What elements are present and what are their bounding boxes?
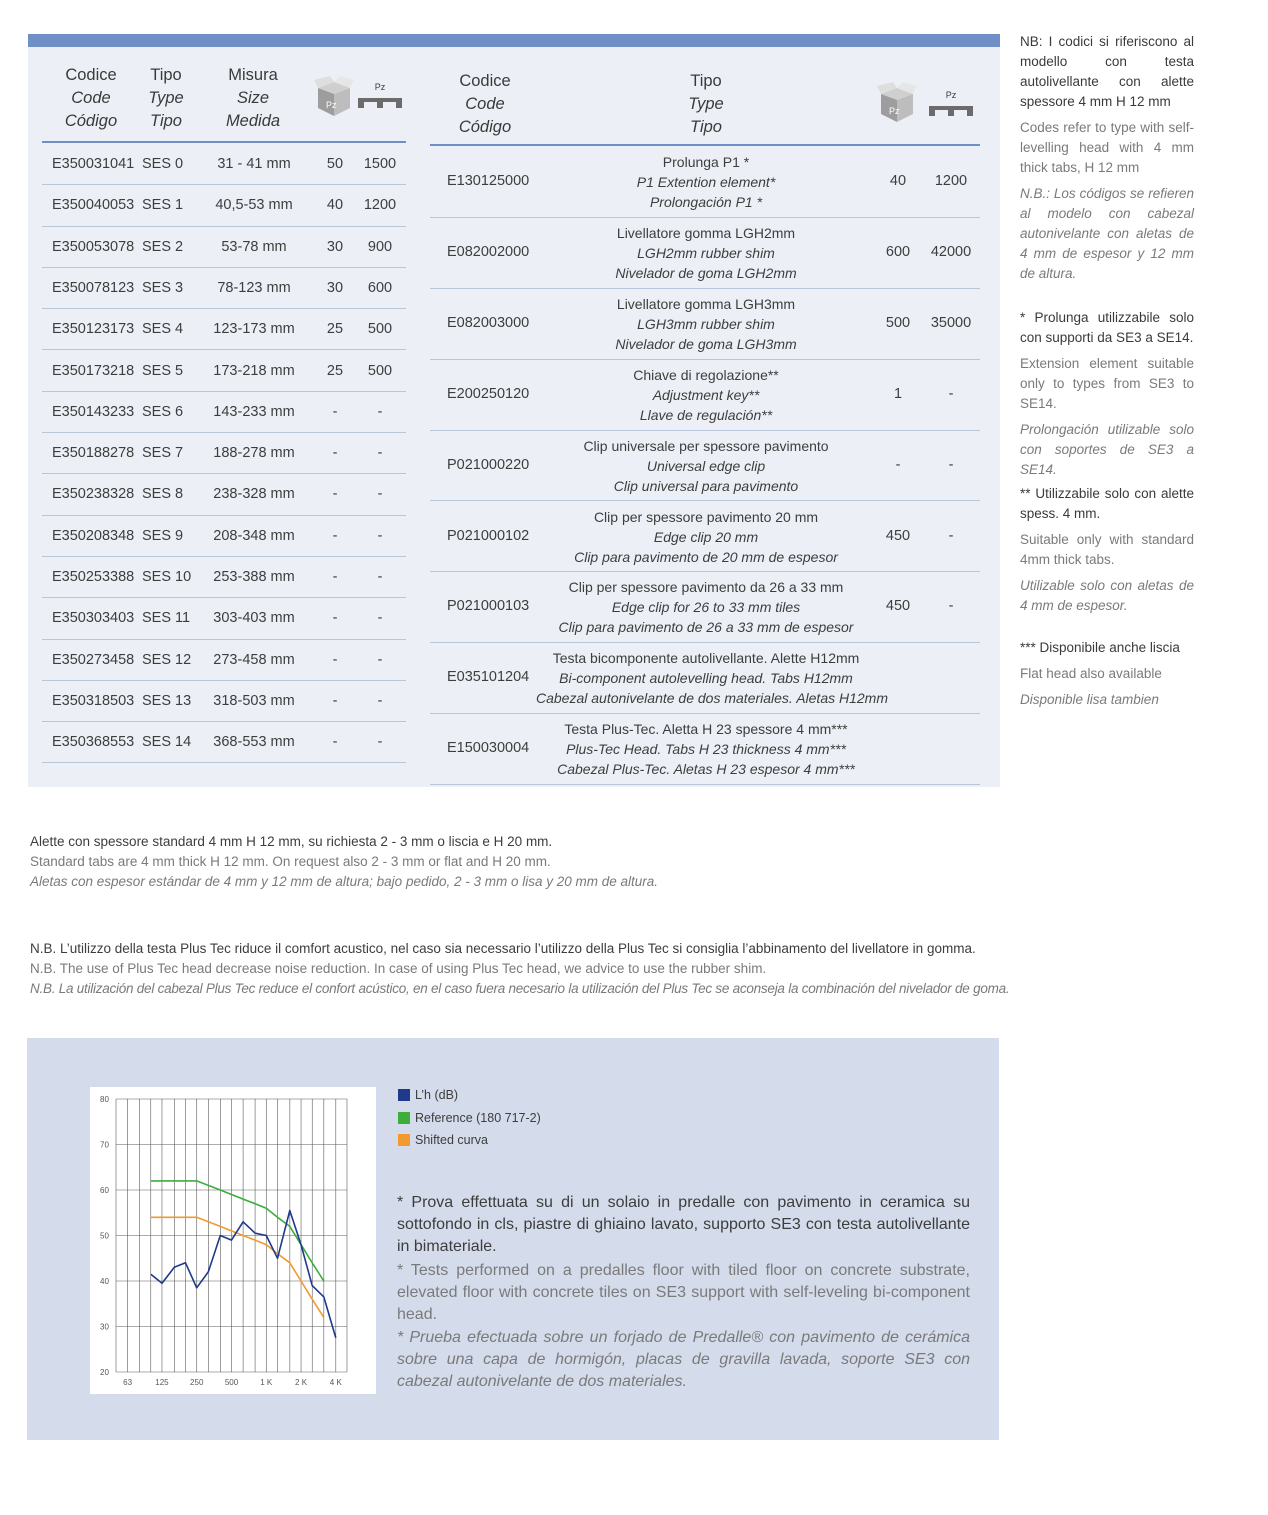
cell-box: - [332, 610, 338, 627]
cell-box: 450 [885, 527, 911, 544]
cell-size: 253-388 mm [213, 569, 295, 585]
description-it: Clip universale per spessore pavimento [583, 437, 829, 454]
cell-pallet: - [948, 385, 954, 402]
description-en: LGH2mm rubber shim [637, 244, 775, 261]
cell-code: E082002000 [447, 243, 530, 260]
cell-type: SES 3 [142, 279, 184, 296]
side-note-extension: * Prolunga utilizzabile solo con supporti da SE3 a SE14. Extension element suitable only to types from SE3 to SE14. Prolongación utilizable solo con soportes de SE3 a SE14. [1020, 310, 1194, 477]
description-es: Nivelador de goma LGH3mm [615, 335, 797, 352]
description-it: Testa bicomponente autolivellante. Alette H12mm [552, 650, 860, 667]
cell-pallet: - [948, 598, 954, 615]
cell-type: SES 5 [142, 362, 184, 379]
pallet-icon: Pz [929, 90, 973, 118]
test-description-it: * Prova effettuata su di un solaio in predalle con pavimento in ceramica su sottofondo in cls, piastre di ghiaino lavato, supporto SE3 con testa autolivellante in bimateriale. [397, 1194, 970, 1255]
cell-code: E150030004 [447, 740, 530, 757]
cell-code: E350040053 [52, 197, 135, 214]
table-row [430, 218, 980, 289]
cell-pallet: - [377, 692, 383, 709]
cell-code: P021000220 [447, 456, 530, 473]
cell-code: E350078123 [52, 279, 135, 296]
cell-code: E350208348 [52, 527, 135, 544]
cell-size: 53-78 mm [221, 238, 287, 255]
table-row [42, 557, 406, 598]
cell-pallet: - [948, 527, 954, 544]
description-it: Testa Plus-Tec. Aletta H 23 spessore 4 mm*** [564, 721, 848, 738]
table2-header-rule [430, 144, 980, 146]
cell-pallet: - [377, 610, 383, 627]
legend-label: L’h (dB) [415, 1088, 459, 1102]
box-icon [312, 74, 356, 118]
table1-header-size: Misura Size Medida [225, 66, 281, 130]
cell-description [536, 648, 889, 708]
cell-description [536, 294, 876, 354]
description-es: Clip universal para pavimento [613, 477, 799, 494]
cell-box: - [332, 486, 338, 503]
x-tick-label: 4 K [329, 1378, 342, 1387]
cell-box: - [332, 445, 338, 462]
cell-description [536, 719, 876, 779]
y-tick-label: 40 [100, 1277, 109, 1286]
cell-code: E350253388 [52, 569, 135, 585]
cell-pallet: 42000 [930, 243, 972, 260]
tabs-note: Alette con spessore standard 4 mm H 12 mm, su richiesta 2 - 3 mm o liscia e H 20 mm. Standard tabs are 4 mm thick H 12 mm. On request also 2 - 3 mm or flat and H 20 mm. Aletas con espesor estándar de 4 mm y 12 mm de altura; bajo pedido, 2 - 3 mm o lisa y 20 mm de altura. [30, 834, 659, 889]
cell-size: 40,5-53 mm [215, 197, 293, 214]
cell-code: E130125000 [447, 173, 530, 189]
cell-box: - [332, 651, 338, 668]
y-tick-label: 70 [100, 1140, 109, 1150]
cell-description [536, 507, 876, 567]
description-it: Clip per spessore pavimento da 26 a 33 mm [568, 579, 844, 596]
table-row [430, 147, 980, 218]
table-row [42, 640, 406, 681]
description-es: Cabezal autonivelante de dos materiales. Aletas H12mm [536, 690, 889, 707]
cell-size: 173-218 mm [213, 362, 295, 379]
cell-size: 143-233 mm [213, 403, 295, 420]
table-row [42, 598, 406, 639]
table1-header-rule [42, 141, 406, 143]
cell-box: - [895, 456, 901, 473]
acoustic-chart [90, 1087, 376, 1394]
cell-code: E350123173 [52, 321, 135, 338]
cell-pallet: 900 [367, 238, 393, 255]
cell-pallet: 1200 [363, 197, 397, 214]
cell-box: 25 [326, 362, 344, 379]
cell-pallet: - [377, 651, 383, 668]
cell-type: SES 6 [142, 403, 184, 420]
table-row [42, 227, 406, 268]
cell-code: P021000102 [447, 527, 530, 544]
cell-type: SES 12 [142, 651, 192, 668]
x-tick-label: 63 [123, 1378, 133, 1387]
cell-type: SES 1 [142, 197, 184, 214]
description-en: Edge clip 20 mm [653, 528, 759, 545]
cell-code: E350368553 [52, 734, 135, 751]
side-note-codes: NB: I codici si riferiscono al modello con testa autolivellante con alette spessore 4 mm H 12 mm Codes refer to type with self-levelling head with 4 mm thick tabs, H 12 mm N.B.: Los códigos se refieren al modelo con cabezal autonivelante con aletas de 4 mm de espesor y 12 mm de altura. [1020, 34, 1194, 281]
cell-type: SES 14 [142, 734, 192, 751]
cell-size: 303-403 mm [213, 610, 295, 627]
cell-size: 208-348 mm [213, 527, 295, 544]
table-row [42, 681, 406, 722]
cell-pallet: 600 [367, 279, 393, 296]
cell-box: - [332, 403, 338, 420]
table-row [42, 185, 406, 226]
legend-swatch [398, 1089, 410, 1101]
description-it: Livellatore gomma LGH3mm [616, 295, 796, 312]
legend-label: Reference (180 717-2) [415, 1111, 541, 1125]
cell-type: SES 10 [142, 569, 192, 585]
y-tick-label: 20 [100, 1368, 109, 1377]
cell-box: 1 [893, 385, 903, 402]
description-en: Adjustment key** [652, 386, 760, 403]
cell-pallet: - [948, 456, 954, 473]
x-tick-label: 125 [155, 1378, 169, 1387]
cell-box: 40 [326, 197, 344, 214]
cell-type: SES 8 [142, 486, 184, 503]
plustec-note: N.B. L’utilizzo della testa Plus Tec riduce il comfort acustico, nel caso sia necessario l’utilizzo della Plus Tec si consiglia l’abbinamento del livellatore in gomma. N.B. The use of Plus Tec head decrease noise reduction. In case of using Plus Tec head, we advice to use the rubber shim. N.B. La utilización del cabezal Plus Tec reduce el confort acústico, en el caso fuera necesario la utilización del Plus Tec se aconseja la combinación del nivelador de goma. [30, 941, 1010, 996]
table1-header-type: Tipo Type Tipo [148, 66, 184, 130]
pallet-icon: Pz [358, 82, 402, 110]
x-tick-label: 500 [224, 1378, 239, 1387]
x-tick-label: 2 K [295, 1378, 308, 1387]
description-it: Clip per spessore pavimento 20 mm [593, 508, 819, 525]
description-en: Edge clip for 26 to 33 mm tiles [611, 599, 801, 616]
cell-box: 30 [326, 238, 344, 255]
cell-code: E350031041 [52, 156, 135, 172]
cell-code: E350053078 [52, 238, 135, 255]
table-row [42, 392, 406, 433]
description-es: Prolongación P1 * [649, 194, 763, 210]
cell-code: E200250120 [447, 385, 530, 402]
cell-pallet: - [377, 569, 383, 585]
box-icon [875, 80, 919, 124]
cell-code: E350273458 [52, 651, 135, 668]
description-it: Livellatore gomma LGH2mm [616, 224, 796, 241]
legend-label: Shifted curva [415, 1133, 488, 1147]
table-row [430, 572, 980, 643]
table-row [430, 643, 980, 714]
cell-code: E350188278 [52, 445, 135, 462]
cell-code: E350303403 [52, 610, 135, 627]
cell-code: P021000103 [447, 598, 530, 615]
svg-text:Pz: Pz [326, 100, 337, 110]
cell-type: SES 7 [142, 445, 184, 462]
side-note-tabs: ** Utilizzabile solo con alette spess. 4 mm. Suitable only with standard 4mm thick tabs. Utilizable solo con aletas de 4 mm de espesor. [1020, 486, 1194, 613]
table-row [42, 351, 406, 392]
description-es: Nivelador de goma LGH2mm [615, 264, 797, 281]
description-en: Universal edge clip [646, 457, 766, 474]
cell-type: SES 13 [142, 692, 192, 709]
cell-size: 368-553 mm [213, 734, 295, 751]
table-row [42, 474, 406, 515]
y-tick-label: 30 [100, 1322, 109, 1332]
table-row [430, 431, 980, 502]
description-es: Clip para pavimento de 26 a 33 mm de espesor [558, 619, 854, 636]
cell-box: 40 [889, 173, 907, 189]
cell-box: - [332, 569, 338, 585]
table-row [42, 433, 406, 474]
cell-pallet: 35000 [930, 314, 972, 331]
cell-pallet: - [377, 527, 383, 544]
cell-size: 238-328 mm [213, 486, 295, 503]
description-en: Plus-Tec Head. Tabs H 23 thickness 4 mm*** [566, 741, 846, 758]
cell-size: 188-278 mm [213, 445, 295, 462]
cell-type: SES 9 [142, 527, 184, 544]
table-row [430, 714, 980, 785]
table2-header-type: Tipo Type Tipo [688, 72, 724, 136]
table-row [42, 268, 406, 309]
cell-pallet: - [377, 734, 383, 751]
cell-pallet: 500 [367, 321, 393, 338]
table-row [430, 360, 980, 431]
description-it: Chiave di regolazione** [633, 366, 779, 383]
description-es: Cabezal Plus-Tec. Aletas H 23 espesor 4 mm*** [557, 761, 855, 778]
cell-description [536, 577, 876, 637]
cell-type: SES 11 [142, 610, 191, 627]
x-tick-label: 250 [190, 1378, 204, 1387]
svg-text:Pz: Pz [889, 106, 900, 116]
cell-box: 600 [885, 243, 911, 260]
cell-code: E350318503 [52, 692, 135, 709]
table1-header-code: Codice Code Código [64, 66, 118, 130]
cell-size: 78-123 mm [217, 279, 291, 296]
test-description-en: * Tests performed on a predalles floor with tiled floor on concrete substrate, elevated floor with concrete tiles on SE3 support with self-leveling bi-component head. [397, 1262, 970, 1323]
cell-box: 50 [326, 156, 344, 172]
cell-type: SES 0 [142, 156, 184, 172]
chart-box [90, 1087, 376, 1394]
table-row [42, 309, 406, 350]
table-row [42, 722, 406, 763]
cell-pallet: - [377, 445, 383, 462]
table2-header-code: Codice Code Código [458, 72, 512, 136]
description-es: Llave de regulación** [639, 406, 773, 423]
cell-type: SES 2 [142, 238, 184, 255]
cell-size: 31 - 41 mm [217, 156, 291, 172]
cell-code: E082003000 [447, 314, 530, 331]
cell-box: 500 [885, 314, 911, 331]
cell-pallet: - [377, 403, 383, 420]
cell-code: E035101204 [447, 669, 530, 686]
table-row [42, 516, 406, 557]
cell-box: - [332, 692, 338, 709]
cell-type: SES 4 [142, 321, 184, 338]
y-tick-label: 50 [100, 1231, 109, 1241]
table-row [42, 144, 406, 185]
cell-code: E350238328 [52, 486, 135, 503]
test-description-es: * Prueba efectuada sobre un forjado de Predalle® con pavimento de cerámica sobre una capa de hormigón, placas de gravilla lavada, soporte SE3 con cabezal autonivelante de dos materiales. [397, 1329, 970, 1390]
table-row [430, 289, 980, 360]
legend-swatch [398, 1134, 410, 1146]
cell-description [536, 436, 876, 496]
cell-pallet: - [377, 486, 383, 503]
description-en: P1 Extention element* [636, 174, 776, 190]
y-tick-label: 80 [100, 1095, 109, 1104]
cell-description [536, 365, 876, 425]
cell-size: 273-458 mm [213, 651, 295, 668]
cell-box: 450 [885, 598, 911, 615]
cell-pallet: 1500 [363, 156, 397, 172]
cell-pallet: 1200 [934, 173, 968, 189]
description-it: Prolunga P1 * [662, 154, 750, 170]
cell-box: - [332, 734, 338, 751]
description-es: Clip para pavimento de 20 mm de espesor [574, 548, 838, 565]
cell-description [536, 223, 876, 283]
x-tick-label: 1 K [260, 1378, 273, 1387]
side-note-flat: *** Disponibile anche liscia Flat head also available Disponible lisa tambien [1020, 640, 1180, 707]
cell-box: - [332, 527, 338, 544]
description-en: Bi-component autolevelling head. Tabs H12mm [559, 670, 853, 687]
cell-size: 123-173 mm [213, 321, 295, 338]
cell-code: E350143233 [52, 403, 135, 420]
y-tick-label: 60 [100, 1186, 109, 1195]
cell-pallet: 500 [367, 362, 393, 379]
cell-description [536, 152, 876, 212]
cell-box: 25 [326, 321, 344, 338]
description-en: LGH3mm rubber shim [637, 315, 775, 332]
table-row [430, 502, 980, 573]
cell-code: E350173218 [52, 362, 135, 379]
legend-swatch [398, 1112, 410, 1124]
cell-size: 318-503 mm [213, 692, 295, 709]
header-bar [28, 34, 1000, 47]
cell-box: 30 [326, 279, 344, 296]
